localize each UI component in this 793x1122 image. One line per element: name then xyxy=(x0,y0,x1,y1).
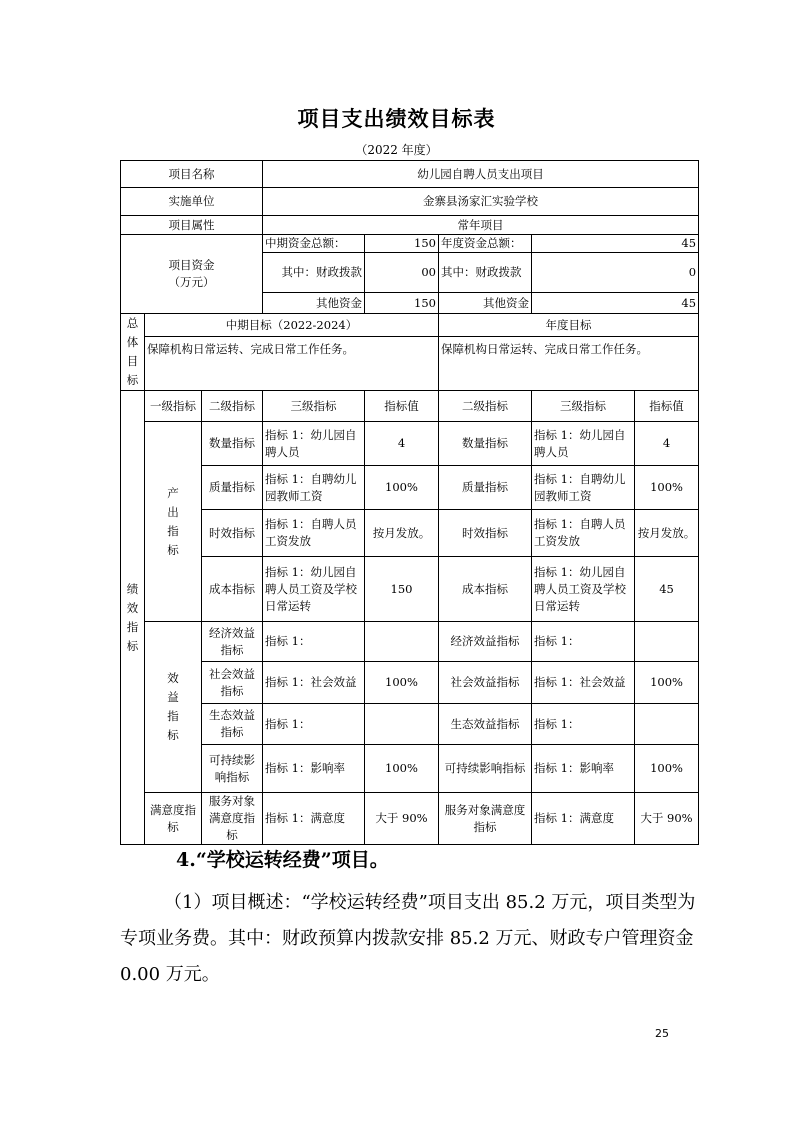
table-cell: 100% xyxy=(365,662,439,704)
table-cell: 成本指标 xyxy=(202,557,263,622)
fin-label-mid: 其中：财政拨款 xyxy=(263,253,365,293)
table-cell: 150 xyxy=(365,557,439,622)
table-cell: 指标 1：社会效益 xyxy=(263,662,365,704)
table-cell: 数量指标 xyxy=(439,422,532,466)
year-total-value: 45 xyxy=(532,235,699,253)
benefit-indicator-char: 益 xyxy=(167,690,179,704)
year-subtitle: （2022 年度） xyxy=(355,143,438,157)
header-l2b: 二级指标 xyxy=(439,391,532,422)
table-cell: 时效指标 xyxy=(439,510,532,557)
other-label-mid: 其他资金 xyxy=(263,293,365,314)
table-cell: 指标 1：自聘幼儿园教师工资 xyxy=(263,466,365,510)
benefit-indicator-label xyxy=(145,622,202,793)
other-label-year: 其他资金 xyxy=(439,293,532,314)
table-cell: 社会效益指标 xyxy=(202,662,263,704)
output-indicator-char: 产 xyxy=(167,485,179,500)
fund-label-line1: 项目资金 xyxy=(168,258,215,272)
table-cell: 指标 1：自聘人员工资发放 xyxy=(263,510,365,557)
table-cell: 指标 1： xyxy=(263,622,365,662)
header-valueb: 指标值 xyxy=(635,391,699,422)
table-cell: 数量指标 xyxy=(202,422,263,466)
fin-label-year: 其中：财政拨款 xyxy=(439,253,532,293)
overall-goal-label xyxy=(121,314,145,391)
table-cell: 可持续影响指标 xyxy=(202,745,263,793)
table-cell: 4 xyxy=(635,422,699,466)
header-l2: 二级指标 xyxy=(202,391,263,422)
table-cell xyxy=(635,704,699,745)
table-cell: 服务对象满意度指标 xyxy=(202,793,263,845)
table-cell: 指标 1： xyxy=(532,704,635,745)
table-cell: 指标 1：社会效益 xyxy=(532,662,635,704)
year-total-label: 年度资金总额： xyxy=(439,235,532,253)
attr-value: 常年项目 xyxy=(263,216,699,235)
table-cell: 指标 1：幼儿园自聘人员 xyxy=(532,422,635,466)
table-cell: 指标 1： xyxy=(263,704,365,745)
fund-label-line2: （万元） xyxy=(168,275,215,289)
table-cell: 社会效益指标 xyxy=(439,662,532,704)
table-cell: 指标 1：影响率 xyxy=(532,745,635,793)
project-name-label: 项目名称 xyxy=(121,161,263,188)
table-cell: 100% xyxy=(635,662,699,704)
mid-total-label: 中期资金总额： xyxy=(263,235,365,253)
table-cell: 指标 1：幼儿园自聘人员工资及学校日常运转 xyxy=(263,557,365,622)
table-cell xyxy=(365,622,439,662)
table-cell: 质量指标 xyxy=(202,466,263,510)
header-l1: 一级指标 xyxy=(145,391,202,422)
unit-value: 金寨县汤家汇实验学校 xyxy=(263,188,699,216)
table-cell: 生态效益指标 xyxy=(202,704,263,745)
table-cell: 质量指标 xyxy=(439,466,532,510)
table-cell: 按月发放。 xyxy=(635,510,699,557)
section-heading: 4.“学校运转经费”项目。 xyxy=(176,849,389,871)
table-cell: 满意度指标 xyxy=(145,793,202,845)
header-l3b: 三级指标 xyxy=(532,391,635,422)
body-paragraph: （1）项目概述：“学校运转经费”项目支出 85.2 万元，项目类型为专项业务费。其中：财政预算内拨款安排 85.2 万元、财政专户管理资金 0.00 万元。 xyxy=(120,892,696,985)
fin-value-mid: 00 xyxy=(365,253,439,293)
table-cell: 经济效益指标 xyxy=(439,622,532,662)
table-cell: 100% xyxy=(635,466,699,510)
mid-total-value: 150 xyxy=(365,235,439,253)
table-cell: 45 xyxy=(635,557,699,622)
year-goal-text: 保障机构日常运转、完成日常工作任务。 xyxy=(439,337,699,391)
table-cell: 大于 90% xyxy=(365,793,439,845)
other-value-mid: 150 xyxy=(365,293,439,314)
table-cell: 100% xyxy=(365,745,439,793)
table-cell xyxy=(635,622,699,662)
fund-label xyxy=(121,235,263,314)
year-goal-header: 年度目标 xyxy=(439,314,699,337)
performance-target-table xyxy=(120,160,699,845)
performance-indicator-char: 标 xyxy=(126,638,139,653)
table-cell: 指标 1：满意度 xyxy=(263,793,365,845)
performance-indicator-char: 指 xyxy=(126,619,139,634)
benefit-indicator-char: 效 xyxy=(167,671,179,685)
output-indicator-char: 标 xyxy=(167,542,179,557)
table-cell: 服务对象满意度指标 xyxy=(439,793,532,845)
unit-label: 实施单位 xyxy=(121,188,263,216)
table-cell: 指标 1：自聘人员工资发放 xyxy=(532,510,635,557)
performance-indicator-char: 效 xyxy=(126,600,139,615)
overall-goal-char: 目 xyxy=(126,354,139,368)
table-cell xyxy=(365,704,439,745)
benefit-indicator-char: 标 xyxy=(167,728,179,742)
performance-indicator-char: 绩 xyxy=(126,581,139,596)
table-cell: 4 xyxy=(365,422,439,466)
output-indicator-label xyxy=(145,422,202,622)
table-cell: 100% xyxy=(635,745,699,793)
attr-label: 项目属性 xyxy=(121,216,263,235)
page-number: 25 xyxy=(655,1027,669,1040)
table-cell: 指标 1：幼儿园自聘人员工资及学校日常运转 xyxy=(532,557,635,622)
overall-goal-char: 标 xyxy=(126,373,139,387)
other-value-year: 45 xyxy=(532,293,699,314)
table-cell: 指标 1：影响率 xyxy=(263,745,365,793)
benefit-indicator-char: 指 xyxy=(167,709,179,723)
table-cell: 按月发放。 xyxy=(365,510,439,557)
fin-value-year: 0 xyxy=(532,253,699,293)
overall-goal-char: 体 xyxy=(126,335,139,349)
table-cell: 指标 1：幼儿园自聘人员 xyxy=(263,422,365,466)
mid-goal-header: 中期目标（2022-2024） xyxy=(145,314,439,337)
table-cell: 指标 1： xyxy=(532,622,635,662)
table-cell: 大于 90% xyxy=(635,793,699,845)
output-indicator-char: 出 xyxy=(167,504,179,519)
project-name-value: 幼儿园自聘人员支出项目 xyxy=(263,161,699,188)
overall-goal-char: 总 xyxy=(126,316,139,330)
performance-indicator-label xyxy=(121,391,145,845)
table-cell: 生态效益指标 xyxy=(439,704,532,745)
header-l3: 三级指标 xyxy=(263,391,365,422)
page-title: 项目支出绩效目标表 xyxy=(297,107,496,131)
mid-goal-text: 保障机构日常运转、完成日常工作任务。 xyxy=(145,337,439,391)
table-cell: 指标 1：自聘幼儿园教师工资 xyxy=(532,466,635,510)
table-cell: 100% xyxy=(365,466,439,510)
table-cell: 指标 1：满意度 xyxy=(532,793,635,845)
table-cell: 经济效益指标 xyxy=(202,622,263,662)
header-value: 指标值 xyxy=(365,391,439,422)
output-indicator-char: 指 xyxy=(167,523,179,538)
table-cell: 可持续影响指标 xyxy=(439,745,532,793)
table-cell: 时效指标 xyxy=(202,510,263,557)
table-cell: 成本指标 xyxy=(439,557,532,622)
